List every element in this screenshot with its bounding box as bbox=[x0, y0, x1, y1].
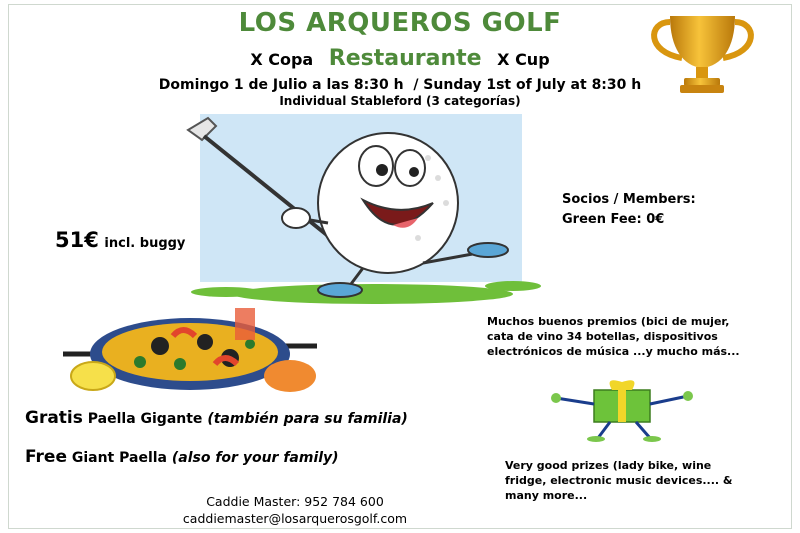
price-tag bbox=[55, 228, 185, 252]
tournament-format: Individual Stableford (3 categorías) bbox=[279, 94, 521, 108]
cup-suffix: X Cup bbox=[497, 50, 550, 69]
trophy-icon bbox=[640, 8, 765, 96]
gift-mascot-illustration bbox=[548, 374, 700, 444]
paella-english bbox=[25, 447, 420, 468]
paella-es-word: Gratis bbox=[25, 408, 83, 428]
members-green-fee: Green Fee: 0€ bbox=[562, 212, 665, 227]
paella-en-text: Giant Paella bbox=[71, 450, 167, 466]
price-amount: 51€ bbox=[55, 228, 99, 252]
prizes-english: Very good prizes (lady bike, wine fridge, electronic music devices.... & many more... bbox=[505, 459, 733, 502]
members-label: Socios / Members: bbox=[562, 192, 696, 207]
contact-email[interactable]: caddiemaster@losarquerosgolf.com bbox=[182, 511, 408, 526]
contact-phone: Caddie Master: 952 784 600 bbox=[206, 494, 384, 509]
cup-prefix: X Copa bbox=[250, 50, 314, 69]
poster-title: LOS ARQUEROS GOLF bbox=[238, 8, 562, 38]
grass-ground bbox=[233, 284, 513, 304]
paella-en-word: Free bbox=[25, 447, 67, 467]
paella-es-text: Paella Gigante bbox=[87, 411, 203, 427]
cup-main: Restaurante bbox=[328, 46, 482, 71]
paella-spanish bbox=[25, 408, 420, 429]
price-includes: incl. buggy bbox=[104, 236, 186, 251]
date-line: Domingo 1 de Julio a las 8:30 h / Sunday 1st of July at 8:30 h bbox=[158, 77, 642, 93]
paella-pan-illustration bbox=[55, 306, 325, 402]
contact-info bbox=[130, 493, 460, 527]
golf-ball-mascot-illustration bbox=[178, 108, 548, 308]
members-info bbox=[562, 190, 696, 230]
paella-en-note: (also for your family) bbox=[171, 450, 339, 466]
paella-es-note: (también para su familia) bbox=[207, 411, 408, 427]
prizes-spanish: Muchos buenos premios (bici de mujer, cata de vino 34 botellas, dispositivos electrónicos de música ...y mucho más... bbox=[487, 315, 740, 358]
